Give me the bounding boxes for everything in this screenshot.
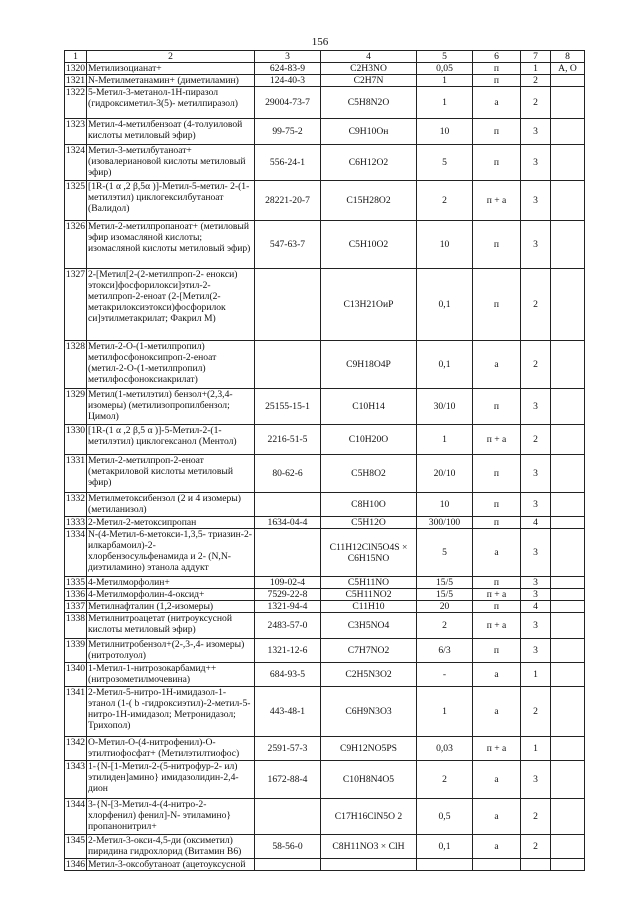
table-row bbox=[65, 517, 585, 529]
table-row bbox=[65, 529, 585, 577]
substance-name: 3-{N-[3-Метил-4-(4-нитро-2- хлорфенил) фенил]-N- этиламино} пропанонитрил+ bbox=[87, 799, 255, 835]
header-row bbox=[65, 51, 585, 63]
cas-number: 2216-51-5 bbox=[255, 425, 321, 455]
hazard-class: 2 bbox=[521, 341, 551, 389]
cas-number: 124-40-3 bbox=[255, 75, 321, 87]
chemical-formula: C11H12ClN5O4S × C6H15NO bbox=[321, 529, 417, 577]
table-row bbox=[65, 737, 585, 761]
hazard-class: 3 bbox=[521, 613, 551, 639]
hazard-class: 3 bbox=[521, 589, 551, 601]
concentration-limit: 1 bbox=[417, 75, 473, 87]
row-number: 1324 bbox=[65, 145, 87, 181]
hazard-class: 2 bbox=[521, 835, 551, 859]
substance-name: N-Метилметанамин+ (диметиламин) bbox=[87, 75, 255, 87]
concentration-limit: 20/10 bbox=[417, 455, 473, 493]
row-number: 1325 bbox=[65, 181, 87, 221]
chemical-formula: C9H18O4P bbox=[321, 341, 417, 389]
hazard-class: 3 bbox=[521, 221, 551, 269]
hazard-class: 3 bbox=[521, 529, 551, 577]
row-number: 1328 bbox=[65, 341, 87, 389]
hazard-class: 3 bbox=[521, 455, 551, 493]
action-features bbox=[551, 221, 585, 269]
row-number: 1329 bbox=[65, 389, 87, 425]
concentration-limit: 2 bbox=[417, 761, 473, 799]
cas-number bbox=[255, 269, 321, 341]
cas-number: 624-83-9 bbox=[255, 63, 321, 75]
hazard-class: 3 bbox=[521, 493, 551, 517]
aggregate-state: п bbox=[473, 221, 521, 269]
aggregate-state bbox=[473, 859, 521, 871]
hazard-class: 3 bbox=[521, 181, 551, 221]
concentration-limit: 10 bbox=[417, 119, 473, 145]
concentration-limit: 0,1 bbox=[417, 835, 473, 859]
concentration-limit: 0,05 bbox=[417, 63, 473, 75]
hazard-class: 3 bbox=[521, 577, 551, 589]
table-row bbox=[65, 63, 585, 75]
row-number: 1340 bbox=[65, 663, 87, 687]
table-row bbox=[65, 835, 585, 859]
aggregate-state: а bbox=[473, 87, 521, 119]
concentration-limit: 0,1 bbox=[417, 341, 473, 389]
concentration-limit bbox=[417, 859, 473, 871]
substance-name: [1R-(1 α ,2 β,5α )]-Метил-5-метил- 2-(1-метилэтил) циклогексилбутаноат (Валидол) bbox=[87, 181, 255, 221]
row-number: 1343 bbox=[65, 761, 87, 799]
aggregate-state: п + а bbox=[473, 425, 521, 455]
aggregate-state: а bbox=[473, 799, 521, 835]
cas-number: 58-56-0 bbox=[255, 835, 321, 859]
chemical-formula: C8H10O bbox=[321, 493, 417, 517]
row-number: 1335 bbox=[65, 577, 86, 588]
header-cell: 4 bbox=[321, 51, 417, 63]
header-cell: 7 bbox=[521, 51, 551, 63]
table-row bbox=[65, 145, 585, 181]
table-row bbox=[65, 687, 585, 737]
hazard-class: 3 bbox=[521, 389, 551, 425]
table-row bbox=[65, 601, 585, 613]
table-row bbox=[65, 613, 585, 639]
row-number: 1342 bbox=[65, 737, 87, 761]
substance-name: 5-Метил-3-метанол-1Н-пиразол (гидроксиметил-3(5)- метилпиразол) bbox=[87, 87, 255, 119]
row-number: 1331 bbox=[65, 455, 87, 493]
concentration-limit: 2 bbox=[417, 613, 473, 639]
aggregate-state: п bbox=[473, 75, 521, 87]
action-features bbox=[551, 589, 585, 601]
concentration-limit: 1 bbox=[417, 687, 473, 737]
row-number: 1339 bbox=[65, 639, 87, 663]
hazard-class: 2 bbox=[521, 269, 551, 341]
cas-number: 1672-88-4 bbox=[255, 761, 321, 799]
action-features bbox=[551, 493, 585, 517]
chemical-formula: C2H5N3O2 bbox=[321, 663, 417, 687]
chemical-formula: C9H12NO5PS bbox=[321, 737, 417, 761]
cas-number: 2483-57-0 bbox=[255, 613, 321, 639]
aggregate-state: п + а bbox=[473, 737, 521, 761]
table-row bbox=[65, 119, 585, 145]
row-number: 1336 bbox=[65, 589, 86, 600]
table-row bbox=[65, 75, 585, 87]
substance-name: Метил-2-метилпропаноат+ (метиловый эфир изомасляной кислоты; изомасляной кислоты метиловый эфир) bbox=[87, 221, 255, 269]
chemical-formula: C10H20O bbox=[321, 425, 417, 455]
chemical-formula: C15H28O2 bbox=[321, 181, 417, 221]
hazard-class: 3 bbox=[521, 761, 551, 799]
chemical-formula: C7H7NO2 bbox=[321, 639, 417, 663]
action-features bbox=[551, 639, 585, 663]
cas-number: 109-02-4 bbox=[255, 577, 321, 589]
substance-name: 1-{N-[1-Метил-2-(5-нитрофур-2- ил) этилиден]амино} имидазолидин-2,4-дион bbox=[87, 761, 255, 799]
action-features bbox=[551, 687, 585, 737]
chemical-formula bbox=[321, 859, 417, 871]
chemical-formula: C2H3NO bbox=[321, 63, 417, 75]
action-features bbox=[551, 761, 585, 799]
hazard-class: 3 bbox=[521, 119, 551, 145]
header-cell: 1 bbox=[65, 51, 87, 63]
action-features bbox=[551, 455, 585, 493]
header-cell: 2 bbox=[87, 51, 255, 63]
substance-name: Метилметоксибензол (2 и 4 изомеры) (метиланизол) bbox=[87, 493, 255, 517]
row-number: 1323 bbox=[65, 119, 87, 145]
aggregate-state: п bbox=[473, 119, 521, 145]
substance-name: 4-Метилморфолин+ bbox=[87, 577, 255, 589]
chemical-formula: C13H21OиP bbox=[321, 269, 417, 341]
aggregate-state: п + а bbox=[473, 181, 521, 221]
cas-number: 556-24-1 bbox=[255, 145, 321, 181]
action-features bbox=[551, 119, 585, 145]
table-row bbox=[65, 269, 585, 341]
chemical-formula: C5H8O2 bbox=[321, 455, 417, 493]
chemical-formula: C2H7N bbox=[321, 75, 417, 87]
concentration-limit: 0,1 bbox=[417, 269, 473, 341]
action-features: А, О bbox=[551, 63, 585, 75]
header-cell: 6 bbox=[473, 51, 521, 63]
chemical-formula: C10H8N4O5 bbox=[321, 761, 417, 799]
hazard-class: 1 bbox=[521, 63, 551, 75]
row-number: 1322 bbox=[65, 87, 87, 119]
row-number: 1337 bbox=[65, 601, 86, 612]
aggregate-state: п bbox=[473, 517, 521, 529]
concentration-limit: - bbox=[417, 663, 473, 687]
hazard-class: 2 bbox=[521, 425, 551, 455]
substance-name: Метилнафталин (1,2-изомеры) bbox=[87, 601, 255, 613]
concentration-limit: 1 bbox=[417, 87, 473, 119]
concentration-limit: 10 bbox=[417, 221, 473, 269]
substance-name: 2-Метил-5-нитро-1Н-имидазол-1-этанол (1-( b -гидроксиэтил)-2-метил-5- нитро-1Н-имидазол; Метронидазол; Трихопол) bbox=[87, 687, 255, 737]
action-features bbox=[551, 663, 585, 687]
table-row bbox=[65, 799, 585, 835]
substance-name: 2-[Метил[2-(2-метилпроп-2- енокси) этокси]фосфорилокси]этил-2-метилпроп-2-еноат (2-[Метил(2- метакрилоксиэтокси)фосфорилок си]этилметакрилат; Факрил М) bbox=[87, 269, 255, 341]
aggregate-state: п bbox=[473, 63, 521, 75]
hazard-class: 2 bbox=[521, 75, 551, 87]
concentration-limit: 300/100 bbox=[417, 517, 473, 529]
substance-name: Метилизоцианат+ bbox=[87, 63, 255, 75]
chemical-formula: C5H11NO2 bbox=[321, 589, 417, 601]
concentration-limit: 0,03 bbox=[417, 737, 473, 761]
chemical-formula: C5H8N2O bbox=[321, 87, 417, 119]
substance-name: Метилнитробензол+(2-,3-,4- изомеры) (нитротолуол) bbox=[87, 639, 255, 663]
action-features bbox=[551, 269, 585, 341]
aggregate-state: а bbox=[473, 341, 521, 389]
table-body bbox=[65, 51, 585, 871]
row-number: 1341 bbox=[65, 687, 87, 737]
action-features bbox=[551, 835, 585, 859]
table-row bbox=[65, 181, 585, 221]
aggregate-state: п + а bbox=[473, 613, 521, 639]
table-row bbox=[65, 761, 585, 799]
table-row bbox=[65, 425, 585, 455]
cas-number bbox=[255, 493, 321, 517]
concentration-limit: 15/5 bbox=[417, 577, 473, 589]
row-number: 1346 bbox=[65, 859, 86, 870]
aggregate-state: а bbox=[473, 761, 521, 799]
action-features bbox=[551, 341, 585, 389]
cas-number: 1634-04-4 bbox=[255, 517, 321, 529]
chemical-formula: C6H12O2 bbox=[321, 145, 417, 181]
substance-name: Метилнитроацетат (нитроуксусной кислоты метиловый эфир) bbox=[87, 613, 255, 639]
table-row bbox=[65, 341, 585, 389]
concentration-limit: 6/3 bbox=[417, 639, 473, 663]
header-cell: 3 bbox=[255, 51, 321, 63]
action-features bbox=[551, 425, 585, 455]
cas-number: 443-48-1 bbox=[255, 687, 321, 737]
chemical-formula: C9H10Oн bbox=[321, 119, 417, 145]
substance-name: N-(4-Метил-6-метокси-1,3,5- триазин-2-илкарбамоил)-2-хлорбензосульфенамида и 2- (N,N-диэтиламино) этанола аддукт bbox=[87, 529, 255, 577]
aggregate-state: п bbox=[473, 389, 521, 425]
cas-number: 684-93-5 bbox=[255, 663, 321, 687]
aggregate-state: а bbox=[473, 663, 521, 687]
page-number: 156 bbox=[311, 36, 329, 48]
row-number: 1332 bbox=[65, 493, 87, 517]
row-number: 1345 bbox=[65, 835, 87, 859]
cas-number: 7529-22-8 bbox=[255, 589, 321, 601]
chemical-formula: C17H16ClN5O 2 bbox=[321, 799, 417, 835]
hazard-class: 2 bbox=[521, 87, 551, 119]
aggregate-state: п bbox=[473, 493, 521, 517]
action-features bbox=[551, 181, 585, 221]
row-number: 1338 bbox=[65, 613, 87, 639]
table-row bbox=[65, 663, 585, 687]
action-features bbox=[551, 737, 585, 761]
concentration-limit: 20 bbox=[417, 601, 473, 613]
concentration-limit: 1 bbox=[417, 425, 473, 455]
table-row bbox=[65, 221, 585, 269]
cas-number: 2591-57-3 bbox=[255, 737, 321, 761]
chemical-formula: C5H12O bbox=[321, 517, 417, 529]
chemical-formula: C3H5NO4 bbox=[321, 613, 417, 639]
substance-name: [1R-(1 α ,2 β,5 α )]-5-Метил-2-(1-метилэтил) циклогексанол (Ментол) bbox=[87, 425, 255, 455]
header-cell: 8 bbox=[551, 51, 585, 63]
concentration-limit: 15/5 bbox=[417, 589, 473, 601]
hazard-class: 4 bbox=[521, 601, 551, 613]
row-number: 1330 bbox=[65, 425, 87, 455]
substance-name: 4-Метилморфолин-4-оксид+ bbox=[87, 589, 255, 601]
hazard-class: 1 bbox=[521, 737, 551, 761]
hazard-class: 3 bbox=[521, 145, 551, 181]
action-features bbox=[551, 799, 585, 835]
concentration-limit: 2 bbox=[417, 181, 473, 221]
row-number: 1333 bbox=[65, 517, 86, 528]
table-row bbox=[65, 493, 585, 517]
aggregate-state: п bbox=[473, 269, 521, 341]
substance-name: Метил-4-метилбензоат (4-толуиловой кислоты метиловый эфир) bbox=[87, 119, 255, 145]
table-row bbox=[65, 589, 585, 601]
action-features bbox=[551, 529, 585, 577]
cas-number bbox=[255, 859, 321, 871]
cas-number bbox=[255, 529, 321, 577]
concentration-limit: 10 bbox=[417, 493, 473, 517]
concentration-limit: 5 bbox=[417, 145, 473, 181]
header-cell: 5 bbox=[417, 51, 473, 63]
aggregate-state: п bbox=[473, 639, 521, 663]
action-features bbox=[551, 859, 585, 871]
chemical-formula: C11H10 bbox=[321, 601, 417, 613]
aggregate-state: п bbox=[473, 455, 521, 493]
chemical-formula: C8H11NO3 × ClH bbox=[321, 835, 417, 859]
action-features bbox=[551, 389, 585, 425]
table-row bbox=[65, 455, 585, 493]
aggregate-state: а bbox=[473, 835, 521, 859]
hazard-class: 1 bbox=[521, 663, 551, 687]
row-number: 1344 bbox=[65, 799, 87, 835]
table-row bbox=[65, 859, 585, 871]
aggregate-state: п bbox=[473, 601, 521, 613]
substance-name: Метил-3-метилбутаноат+ (изовалериановой кислоты метиловый эфир) bbox=[87, 145, 255, 181]
cas-number: 80-62-6 bbox=[255, 455, 321, 493]
aggregate-state: п + а bbox=[473, 589, 521, 601]
substances-table bbox=[64, 50, 585, 871]
aggregate-state: п bbox=[473, 577, 521, 589]
cas-number: 28221-20-7 bbox=[255, 181, 321, 221]
hazard-class: 2 bbox=[521, 687, 551, 737]
cas-number: 99-75-2 bbox=[255, 119, 321, 145]
chemical-formula: C6H9N3O3 bbox=[321, 687, 417, 737]
row-number: 1327 bbox=[65, 269, 87, 341]
action-features bbox=[551, 145, 585, 181]
substance-name: Метил-3-оксобутаноат (ацетоуксусной bbox=[87, 859, 255, 871]
row-number: 1320 bbox=[65, 63, 86, 74]
hazard-class: 4 bbox=[521, 517, 551, 529]
table-row bbox=[65, 639, 585, 663]
aggregate-state: а bbox=[473, 687, 521, 737]
action-features bbox=[551, 87, 585, 119]
chemical-formula: C10H14 bbox=[321, 389, 417, 425]
table-row bbox=[65, 389, 585, 425]
concentration-limit: 0,5 bbox=[417, 799, 473, 835]
chemical-formula: C5H10O2 bbox=[321, 221, 417, 269]
action-features bbox=[551, 577, 585, 589]
aggregate-state: п bbox=[473, 145, 521, 181]
cas-number: 1321-94-4 bbox=[255, 601, 321, 613]
substance-name: 1-Метил-1-нитрозокарбамид++ (нитрозометилмочевина) bbox=[87, 663, 255, 687]
substance-name: Метил-2-метилпроп-2-еноат (метакриловой кислоты метиловый эфир) bbox=[87, 455, 255, 493]
action-features bbox=[551, 75, 585, 87]
cas-number bbox=[255, 341, 321, 389]
action-features bbox=[551, 517, 585, 529]
cas-number: 1321-12-6 bbox=[255, 639, 321, 663]
aggregate-state: а bbox=[473, 529, 521, 577]
hazard-class bbox=[521, 859, 551, 871]
row-number: 1321 bbox=[65, 75, 86, 86]
row-number: 1334 bbox=[65, 529, 87, 577]
substance-name: О-Метил-О-(4-нитрофенил)-О- этилтиофосфат+ (Метилэтилтиофос) bbox=[87, 737, 255, 761]
concentration-limit: 30/10 bbox=[417, 389, 473, 425]
hazard-class: 2 bbox=[521, 799, 551, 835]
table-row bbox=[65, 577, 585, 589]
cas-number: 547-63-7 bbox=[255, 221, 321, 269]
substance-name: Метил-2-О-(1-метилпропил) метилфосфоноксипроп-2-еноат (метил-2-О-(1-метилпропил) метилфосфоноксиакрилат) bbox=[87, 341, 255, 389]
substance-name: 2-Метил-3-окси-4,5-ди (оксиметил) пиридина гидрохлорид (Витамин В6) bbox=[87, 835, 255, 859]
cas-number: 25155-15-1 bbox=[255, 389, 321, 425]
row-number: 1326 bbox=[65, 221, 87, 269]
table-row bbox=[65, 87, 585, 119]
concentration-limit: 5 bbox=[417, 529, 473, 577]
action-features bbox=[551, 613, 585, 639]
hazard-class: 3 bbox=[521, 639, 551, 663]
substance-name: 2-Метил-2-метоксипропан bbox=[87, 517, 255, 529]
action-features bbox=[551, 601, 585, 613]
cas-number bbox=[255, 799, 321, 835]
chemical-formula: C5H11NO bbox=[321, 577, 417, 589]
substance-name: Метил(1-метилэтил) бензол+(2,3,4-изомеры) (метилизопропилбензол; Цимол) bbox=[87, 389, 255, 425]
cas-number: 29004-73-7 bbox=[255, 87, 321, 119]
